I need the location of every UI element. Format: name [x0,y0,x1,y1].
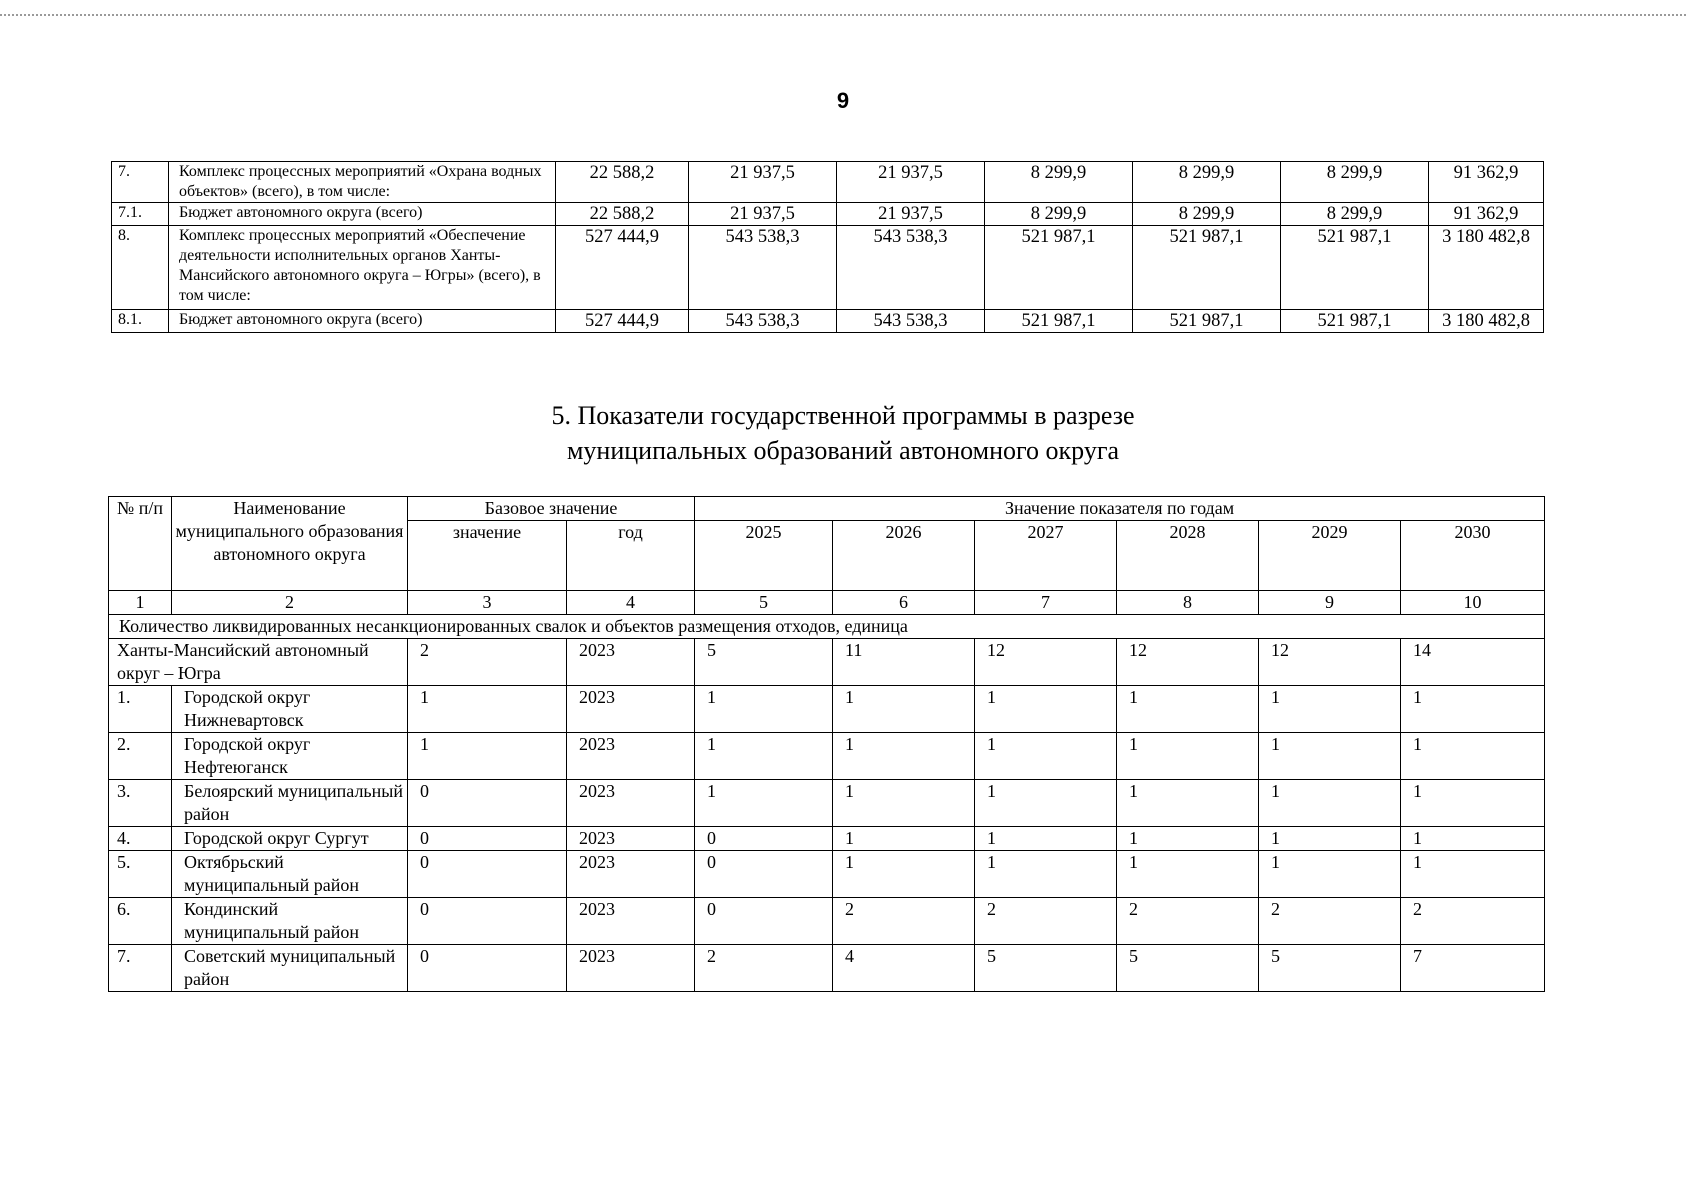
total-cell: 91 362,9 [1429,203,1544,226]
base-year: 2023 [567,686,695,733]
column-index: 8 [1117,591,1259,615]
row-name: Комплекс процессных мероприятий «Охрана водных объектов» (всего), в том числе: [169,162,556,203]
page-number: 9 [836,88,850,113]
year-value: 2 [695,945,833,992]
year-value: 1 [1401,827,1545,851]
budget-row [112,226,1544,310]
total-cell: 91 362,9 [1429,162,1544,203]
row-name: Бюджет автономного округа (всего) [169,203,556,226]
value-cell: 21 937,5 [689,162,837,203]
region-name: Ханты-Мансийский автономный округ – Югра [109,639,408,686]
column-index: 5 [695,591,833,615]
value-cell: 543 538,3 [837,226,985,310]
municipality-row [109,945,1545,992]
column-index: 10 [1401,591,1545,615]
base-year: 2023 [567,827,695,851]
year-value: 1 [1401,851,1545,898]
row-number: 5. [109,851,172,898]
year-value: 1 [1401,686,1545,733]
municipality-row [109,827,1545,851]
year-value: 0 [695,898,833,945]
year-value: 1 [975,733,1117,780]
column-index: 3 [408,591,567,615]
value-cell: 8 299,9 [985,203,1133,226]
indicators-table [108,496,1545,992]
municipality-name: Кондинский муниципальный район [172,898,408,945]
year-value: 14 [1401,639,1545,686]
base-year: 2023 [567,733,695,780]
base-value: 0 [408,851,567,898]
header-year: 2025 [695,521,833,591]
year-value: 2 [833,898,975,945]
year-value: 1 [1117,733,1259,780]
year-value: 1 [1259,733,1401,780]
section-title-line: 5. Показатели государственной программы в разрезе [551,401,1135,430]
municipality-name: Городской округ Нижневартовск [172,686,408,733]
header-by-years: Значение показателя по годам [695,497,1545,521]
total-cell: 3 180 482,8 [1429,310,1544,333]
municipality-row [109,780,1545,827]
header-row [109,497,1545,521]
base-value: 1 [408,733,567,780]
row-number: 4. [109,827,172,851]
year-value: 7 [1401,945,1545,992]
budget-row [112,203,1544,226]
year-value: 5 [975,945,1117,992]
row-number: 7. [112,162,169,203]
column-index-row [109,591,1545,615]
header-year: 2029 [1259,521,1401,591]
row-number: 2. [109,733,172,780]
value-cell: 543 538,3 [837,310,985,333]
year-value: 2 [1259,898,1401,945]
year-value: 1 [1117,827,1259,851]
year-value: 1 [833,686,975,733]
year-value: 1 [833,827,975,851]
row-number: 3. [109,780,172,827]
year-value: 12 [1259,639,1401,686]
value-cell: 8 299,9 [985,162,1133,203]
year-value: 1 [1259,686,1401,733]
value-cell: 527 444,9 [556,310,689,333]
year-value: 2 [1117,898,1259,945]
header-year: 2030 [1401,521,1545,591]
value-cell: 521 987,1 [985,310,1133,333]
year-value: 12 [1117,639,1259,686]
value-cell: 543 538,3 [689,226,837,310]
total-cell: 3 180 482,8 [1429,226,1544,310]
category-label: Количество ликвидированных несанкционированных свалок и объектов размещения отходов, единица [109,615,1545,639]
municipality-name: Белоярский муниципальный район [172,780,408,827]
value-cell: 22 588,2 [556,162,689,203]
budget-row [112,310,1544,333]
section-title-line: муниципальных образований автономного округа [566,436,1120,465]
value-cell: 521 987,1 [1133,226,1281,310]
base-value: 2 [408,639,567,686]
municipality-row [109,898,1545,945]
year-value: 1 [1259,780,1401,827]
year-value: 0 [695,851,833,898]
value-cell: 521 987,1 [985,226,1133,310]
value-cell: 8 299,9 [1133,203,1281,226]
base-value: 0 [408,898,567,945]
year-value: 1 [1259,827,1401,851]
year-value: 2 [1401,898,1545,945]
base-year: 2023 [567,851,695,898]
municipality-name: Городской округ Нефтеюганск [172,733,408,780]
year-value: 1 [833,733,975,780]
municipality-row [109,733,1545,780]
year-value: 11 [833,639,975,686]
value-cell: 21 937,5 [689,203,837,226]
row-number: 8. [112,226,169,310]
municipality-name: Городской округ Сургут [172,827,408,851]
base-value: 0 [408,945,567,992]
value-cell: 527 444,9 [556,226,689,310]
header-name: Наименование муниципального образования автономного округа [172,497,408,591]
column-index: 6 [833,591,975,615]
year-value: 1 [975,780,1117,827]
base-year: 2023 [567,945,695,992]
total-row [109,639,1545,686]
header-base-value: значение [408,521,567,591]
scan-edge-line [0,14,1686,16]
municipality-name: Октябрьский муниципальный район [172,851,408,898]
column-index: 2 [172,591,408,615]
row-number: 8.1. [112,310,169,333]
year-value: 5 [695,639,833,686]
year-value: 1 [975,686,1117,733]
header-year: 2027 [975,521,1117,591]
value-cell: 521 987,1 [1281,310,1429,333]
year-value: 1 [1117,780,1259,827]
year-value: 5 [1259,945,1401,992]
base-value: 1 [408,686,567,733]
year-value: 1 [1117,851,1259,898]
row-number: 7.1. [112,203,169,226]
header-num: № п/п [109,497,172,591]
municipality-name: Советский муниципальный район [172,945,408,992]
column-index: 7 [975,591,1117,615]
year-value: 0 [695,827,833,851]
header-year: 2028 [1117,521,1259,591]
row-number: 7. [109,945,172,992]
value-cell: 521 987,1 [1281,226,1429,310]
year-value: 1 [695,686,833,733]
column-index: 4 [567,591,695,615]
row-name: Бюджет автономного округа (всего) [169,310,556,333]
base-value: 0 [408,780,567,827]
budget-table [111,161,1544,333]
category-row [109,615,1545,639]
value-cell: 22 588,2 [556,203,689,226]
header-base: Базовое значение [408,497,695,521]
year-value: 1 [1259,851,1401,898]
year-value: 5 [1117,945,1259,992]
value-cell: 8 299,9 [1133,162,1281,203]
year-value: 4 [833,945,975,992]
column-index: 9 [1259,591,1401,615]
value-cell: 521 987,1 [1133,310,1281,333]
header-base-year: год [567,521,695,591]
value-cell: 543 538,3 [689,310,837,333]
value-cell: 8 299,9 [1281,162,1429,203]
year-value: 1 [695,733,833,780]
header-year: 2026 [833,521,975,591]
row-number: 6. [109,898,172,945]
section-title [0,398,1686,468]
year-value: 12 [975,639,1117,686]
row-name: Комплекс процессных мероприятий «Обеспечение деятельности исполнительных органов Ханты-Мансийского автономного округа – Югры» (всего), в том числе: [169,226,556,310]
year-value: 1 [1401,733,1545,780]
municipality-row [109,686,1545,733]
budget-row [112,162,1544,203]
base-year: 2023 [567,639,695,686]
year-value: 1 [1117,686,1259,733]
base-year: 2023 [567,780,695,827]
row-number: 1. [109,686,172,733]
column-index: 1 [109,591,172,615]
base-value: 0 [408,827,567,851]
value-cell: 21 937,5 [837,162,985,203]
municipality-row [109,851,1545,898]
year-value: 1 [833,851,975,898]
year-value: 1 [1401,780,1545,827]
value-cell: 8 299,9 [1281,203,1429,226]
year-value: 1 [975,851,1117,898]
base-year: 2023 [567,898,695,945]
value-cell: 21 937,5 [837,203,985,226]
year-value: 1 [833,780,975,827]
year-value: 1 [695,780,833,827]
year-value: 2 [975,898,1117,945]
year-value: 1 [975,827,1117,851]
